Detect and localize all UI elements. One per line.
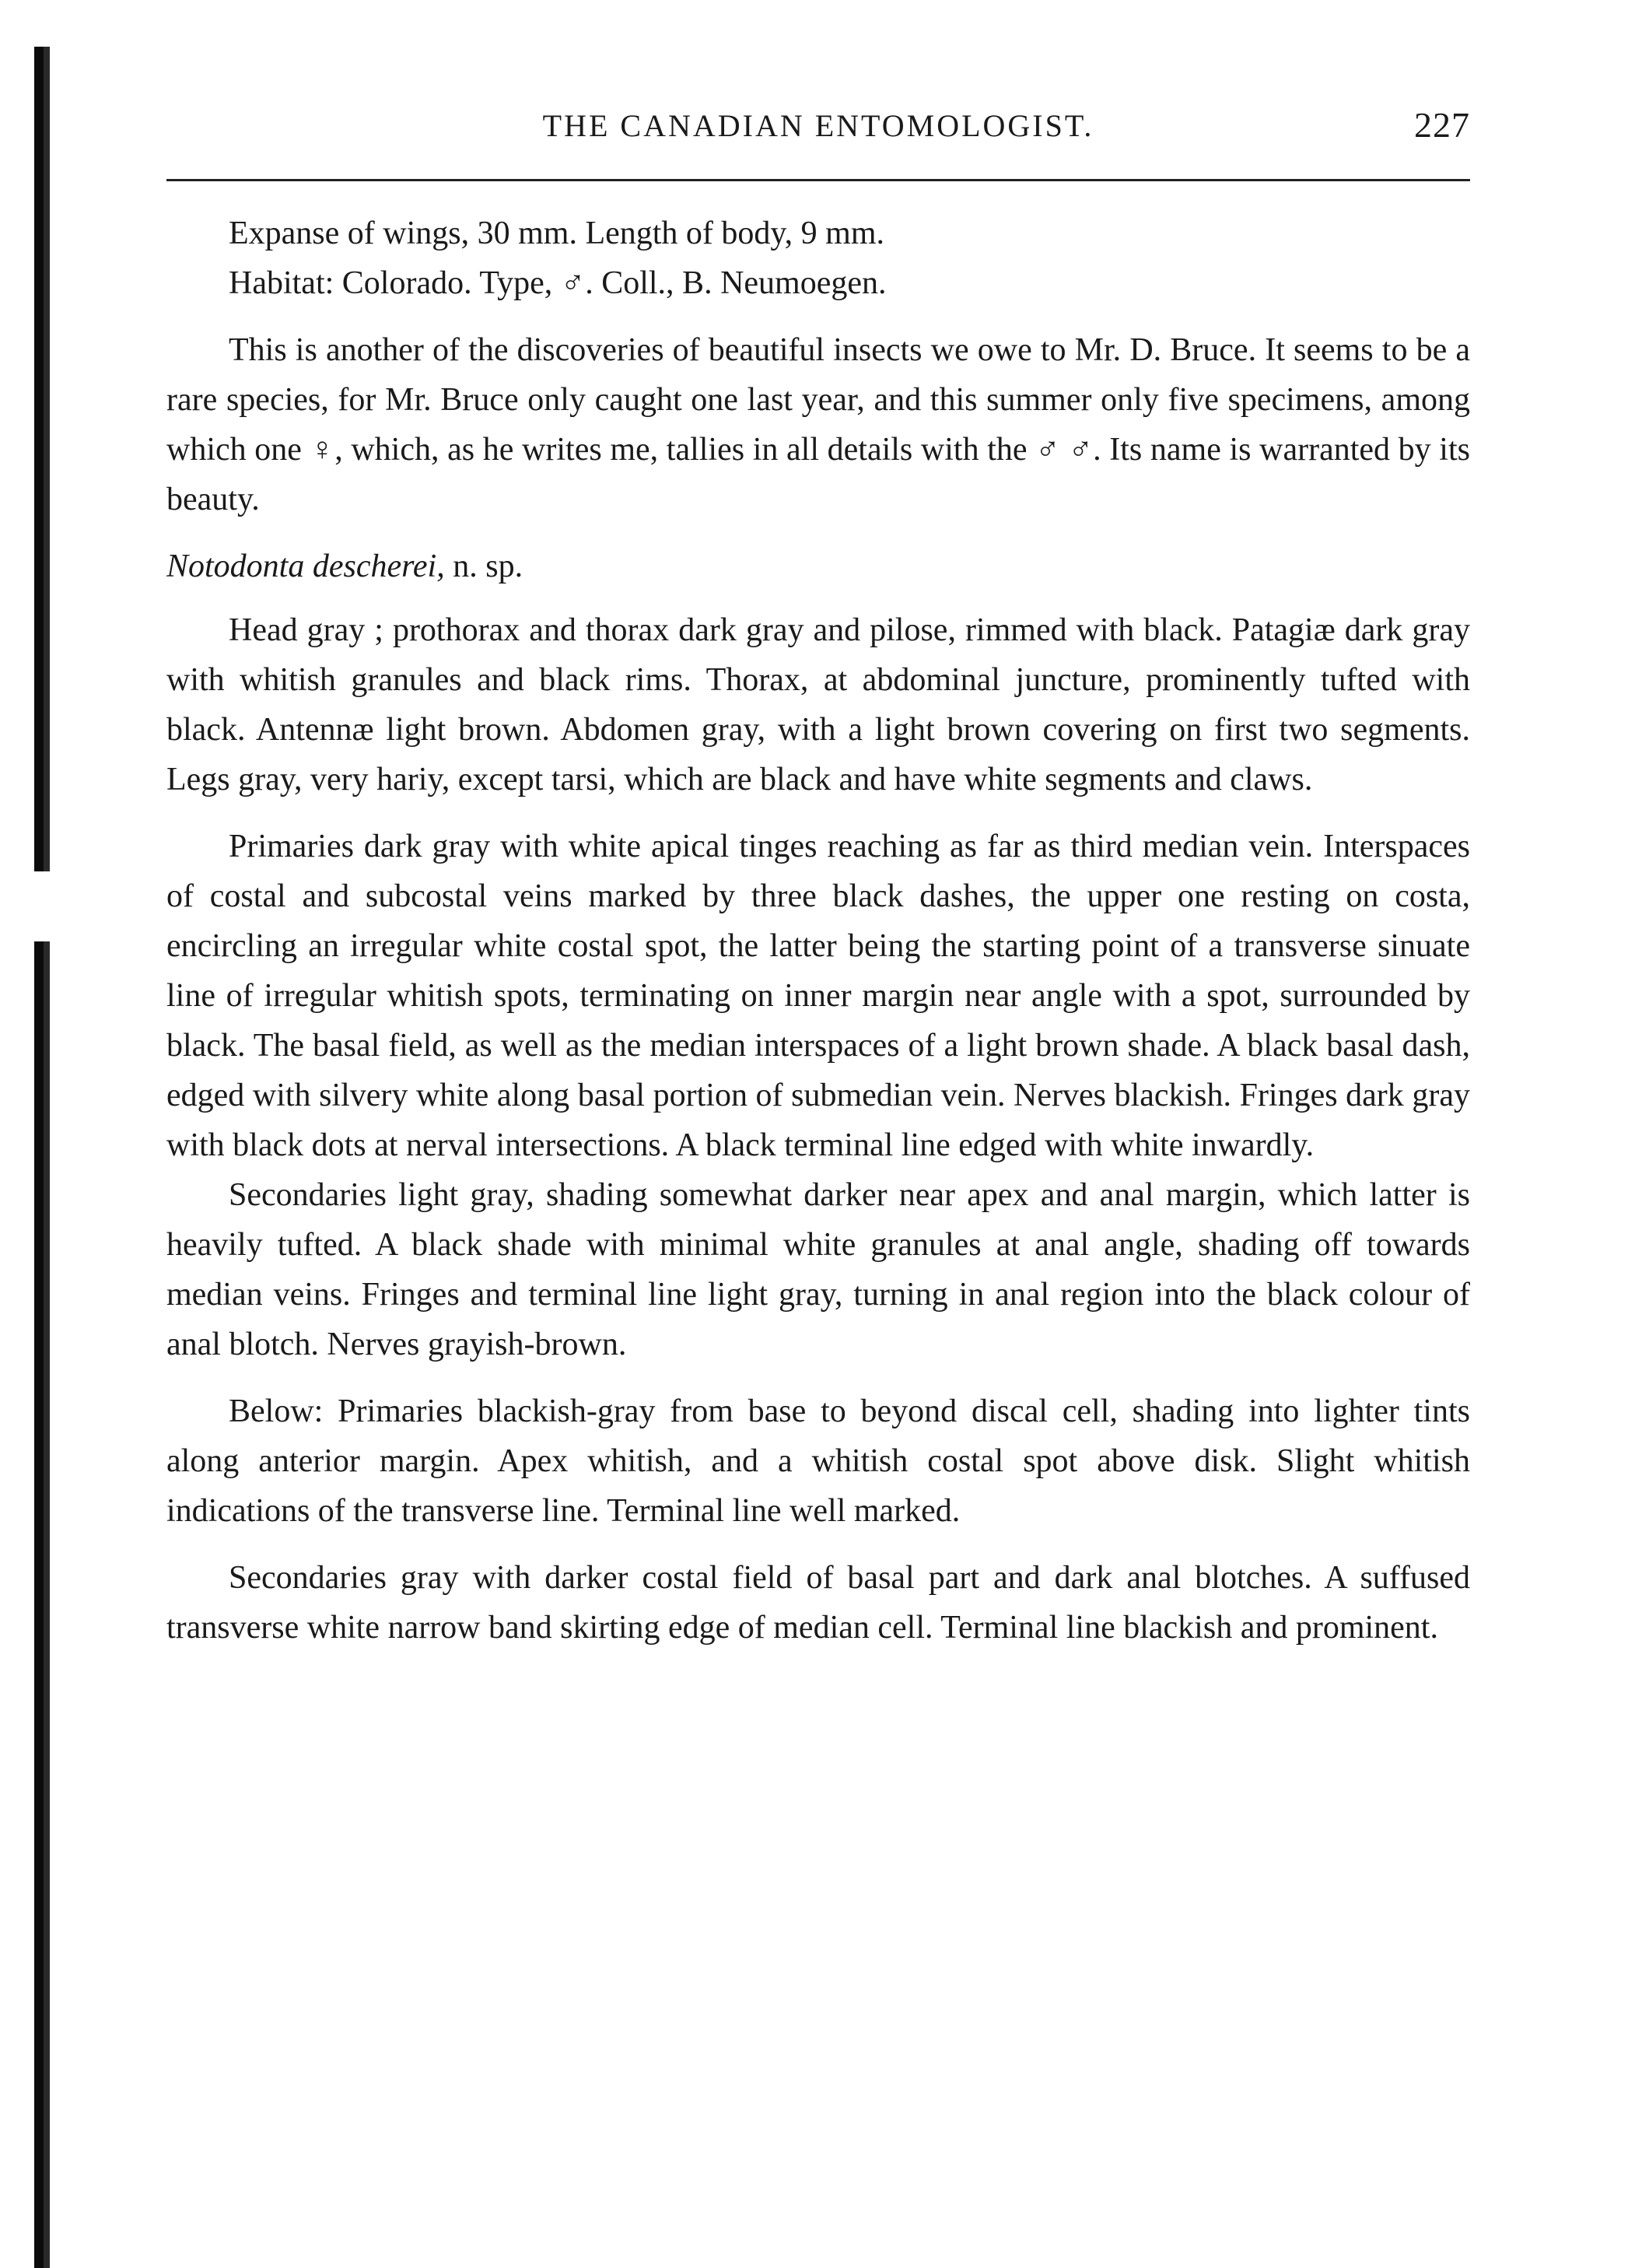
species-name: Notodonta descherei, — [166, 549, 445, 584]
page-number: 227 — [1414, 105, 1470, 145]
running-title: THE CANADIAN ENTOMOLOGIST. — [542, 108, 1094, 143]
habitat-paragraph: Habitat: Colorado. Type, ♂. Coll., B. Neumoegen. — [229, 265, 887, 301]
species-heading — [166, 542, 1470, 591]
measurements-paragraph: Expanse of wings, 30 mm. Length of body, 9 mm. — [229, 216, 885, 251]
secondaries-paragraph: Secondaries light gray, shading somewhat darker near apex and anal margin, which latter is heavily tufted. A black shade with minimal white granules at anal angle, shading off towards median veins. Fringes and terminal line light gray, turning in anal region into the black colour of anal blotch. Nerves grayish-brown. — [166, 1177, 1470, 1362]
below-paragraph: Below: Primaries blackish-gray from base to beyond discal cell, shading into lighter tints along anterior margin. Apex whitish, and a whitish costal spot above disk. Slight whitish indications of the transverse line. Terminal line well marked. — [166, 1393, 1470, 1529]
head-description-paragraph: Head gray ; prothorax and thorax dark gray and pilose, rimmed with black. Patagiæ dark gray with whitish granules and black rims. Thorax, at abdominal juncture, prominently tufted with black. Antennæ light brown. Abdomen gray, with a light brown covering on first two segments. Legs gray, very hariy, except tarsi, which are black and have white segments and claws. — [166, 612, 1470, 797]
header-rule — [166, 179, 1470, 181]
primaries-paragraph: Primaries dark gray with white apical tinges reaching as far as third median vein. Interspaces of costal and subcostal veins marked by three black dashes, the upper one resting on costa, encircling an irregular white costal spot, the latter being the starting point of a transverse sinuate line of irregular whitish spots, terminating on inner margin near angle with a spot, surrounded by black. The basal field, as well as the median interspaces of a light brown shade. A black basal dash, edged with silvery white along basal portion of submedian vein. Nerves blackish. Fringes dark gray with black dots at nerval intersections. A black terminal line edged with white inwardly. — [166, 829, 1470, 1163]
species-suffix: n. sp. — [444, 549, 523, 584]
book-binding-edge — [34, 47, 50, 2268]
secondaries-below-paragraph: Secondaries gray with darker costal field of basal part and dark anal blotches. A suffused transverse white narrow band skirting edge of median cell. Terminal line blackish and prominent. — [166, 1560, 1470, 1646]
binding-edge-gap — [34, 871, 50, 941]
discovery-paragraph: This is another of the discoveries of beautiful insects we owe to Mr. D. Bruce. It seems to be a rare species, for Mr. Bruce only caught one last year, and this summer only five specimens, among which one ♀, which, as he writes me, tallies in all details with the ♂ ♂. Its name is warranted by its beauty. — [166, 332, 1470, 517]
page-body — [166, 209, 1470, 1653]
page-header — [166, 107, 1470, 154]
